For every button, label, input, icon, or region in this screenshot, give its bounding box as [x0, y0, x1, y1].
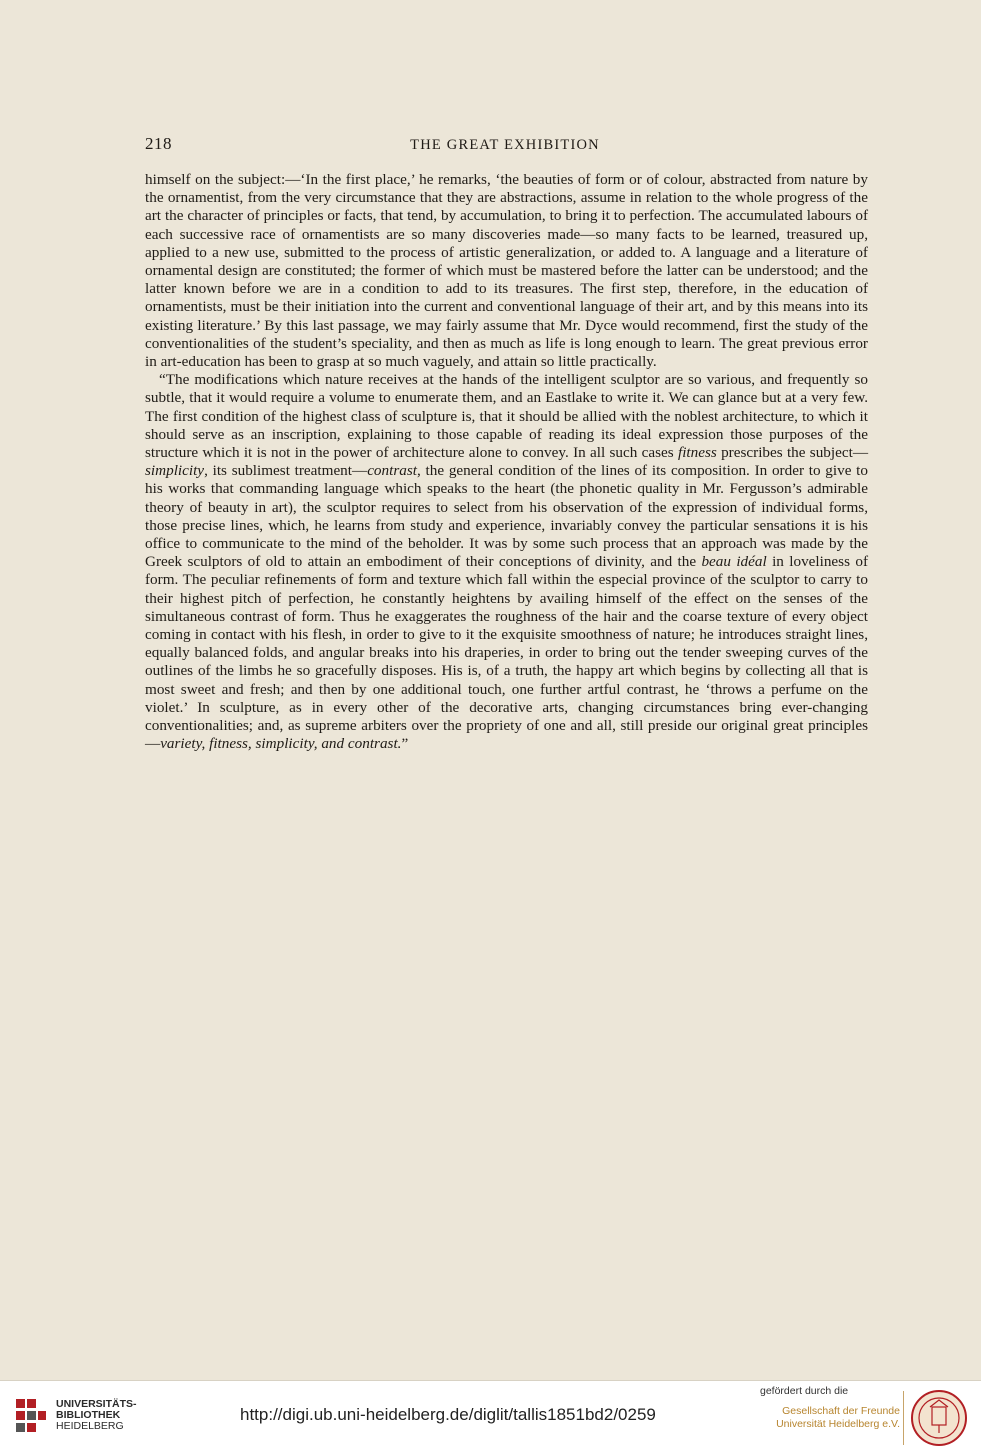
paragraph-2 — [145, 371, 868, 753]
paragraph-2-text-4: , the general condition of the lines of its composition. In order to give to his works that commanding language which speaks to the heart (the phonetic quality in Mr. Fergusson’s admirable theory of beauty in art), the sculptor requires to select from his observation of the expression of individual forms, those precise lines, which, he learns from study and experience, invariably convey the particular sensations it is his office to communicate to the mind of the beholder. It was by some such process that an approach was made by the Greek sculptors of old to attain an embodiment of their conceptions of divinity, and the — [145, 462, 868, 571]
university-seal-icon[interactable] — [910, 1389, 968, 1447]
body-text — [145, 171, 868, 754]
italic-fitness: fitness — [677, 444, 717, 462]
library-line-2: BIBLIOTHEK — [56, 1409, 121, 1421]
library-name — [56, 1399, 137, 1432]
running-head: THE GREAT EXHIBITION — [410, 137, 600, 153]
society-line-1: Gesellschaft der Freunde — [782, 1405, 900, 1417]
society-line-2: Universität Heidelberg e.V. — [776, 1418, 900, 1430]
paragraph-2-closing-quote: ” — [401, 735, 409, 753]
library-line-3: HEIDELBERG — [56, 1420, 124, 1432]
society-name — [760, 1405, 900, 1431]
permalink-url[interactable]: http://digi.ub.uni-heidelberg.de/diglit/tallis1851bd2/0259 — [240, 1405, 656, 1424]
paragraph-2-text-1: “The modifications which nature receives at the hands of the intelligent sculptor are so various, and frequently so subtle, that it would require a volume to enumerate them, and an Eastlake to write it. We can glance but at a very few. The first condition of the highest class of sculpture is, that it should be allied with the noblest architecture, to which it should serve as an inscription, explaining to those capable of reading its ideal expression those purposes of the structure which it is not in the power of architecture alone to convey. In all such cases — [145, 371, 868, 462]
italic-contrast: contrast — [367, 462, 417, 480]
footer-divider — [903, 1391, 904, 1445]
italic-beau-ideal: beau idéal — [701, 553, 767, 571]
library-line-1: UNIVERSITÄTS- — [56, 1398, 137, 1410]
paragraph-2-text-5: in loveliness of form. The peculiar refinements of form and texture which fall within the especial province of the sculptor to carry to their highest pitch of perfection, he constantly heightens by availing himself of the effect on the senses of the simultaneous contrast of form. Thus he exaggerates the roughness of the hair and the coarse texture of every object coming in contact with his flesh, in order to give to it the exquisite smoothness of nature; he introduces straight lines, equally balanced folds, and angular breaks into his draperies, in order to bring out the tender sweeping curves of the outlines of the limbs he so gracefully disposes. His is, of a truth, the happy art which begins by collecting all that is most sweet and fresh; and then by one additional touch, one further artful contrast, he ‘throws a perfume on the violet.’ In sculpture, as in every other of the decorative arts, changing circumstances bring ever-changing conventionalities; and, as supreme arbiters over the propriety of one and all, still preside our original great principles— — [145, 553, 869, 753]
supported-by-text: gefördert durch die — [760, 1385, 849, 1397]
paragraph-1 — [145, 171, 868, 371]
italic-principles: variety, fitness, simplicity, and contrast. — [160, 735, 402, 753]
italic-simplicity: simplicity — [145, 462, 205, 480]
page-header — [145, 134, 865, 158]
paragraph-1-text: himself on the subject:—‘In the first place,’ he remarks, ‘the beauties of form or of colour, abstracted from nature by the ornamentist, from the very circumstance that they are abstractions, assume in relation to the whole progress of the art the character of principles or facts, that tend, by accumulation, to bring it to perfection. The accumulated labours of each successive race of ornamentists are so many discoveries made—so many facts to be learned, treasured up, applied to a new use, submitted to the process of artistic generalization, or added to. A language and a literature of ornamental design are constituted; the former of which must be mastered before the latter can be understood; and the latter known before we are in a condition to add to its treasures. The first step, therefore, in the education of ornamentists, must be their initiation into the current and conventional language of their art, and by this means into its existing literature.’ By this last passage, we may fairly assume that Mr. Dyce would recommend, first the study of the conventionalities of the student’s speciality, and then as much as life is long enough to learn. The great previous error in art-education has been to grasp at so much vaguely, and attain so little practically. — [145, 171, 868, 371]
paragraph-2-text-2: prescribes the subject— — [716, 444, 869, 462]
ub-heidelberg-logo-icon[interactable] — [14, 1397, 48, 1435]
footer-bar — [0, 1380, 981, 1453]
paragraph-2-text-3: , its sublimest treatment— — [204, 462, 368, 480]
page-number: 218 — [145, 134, 172, 153]
